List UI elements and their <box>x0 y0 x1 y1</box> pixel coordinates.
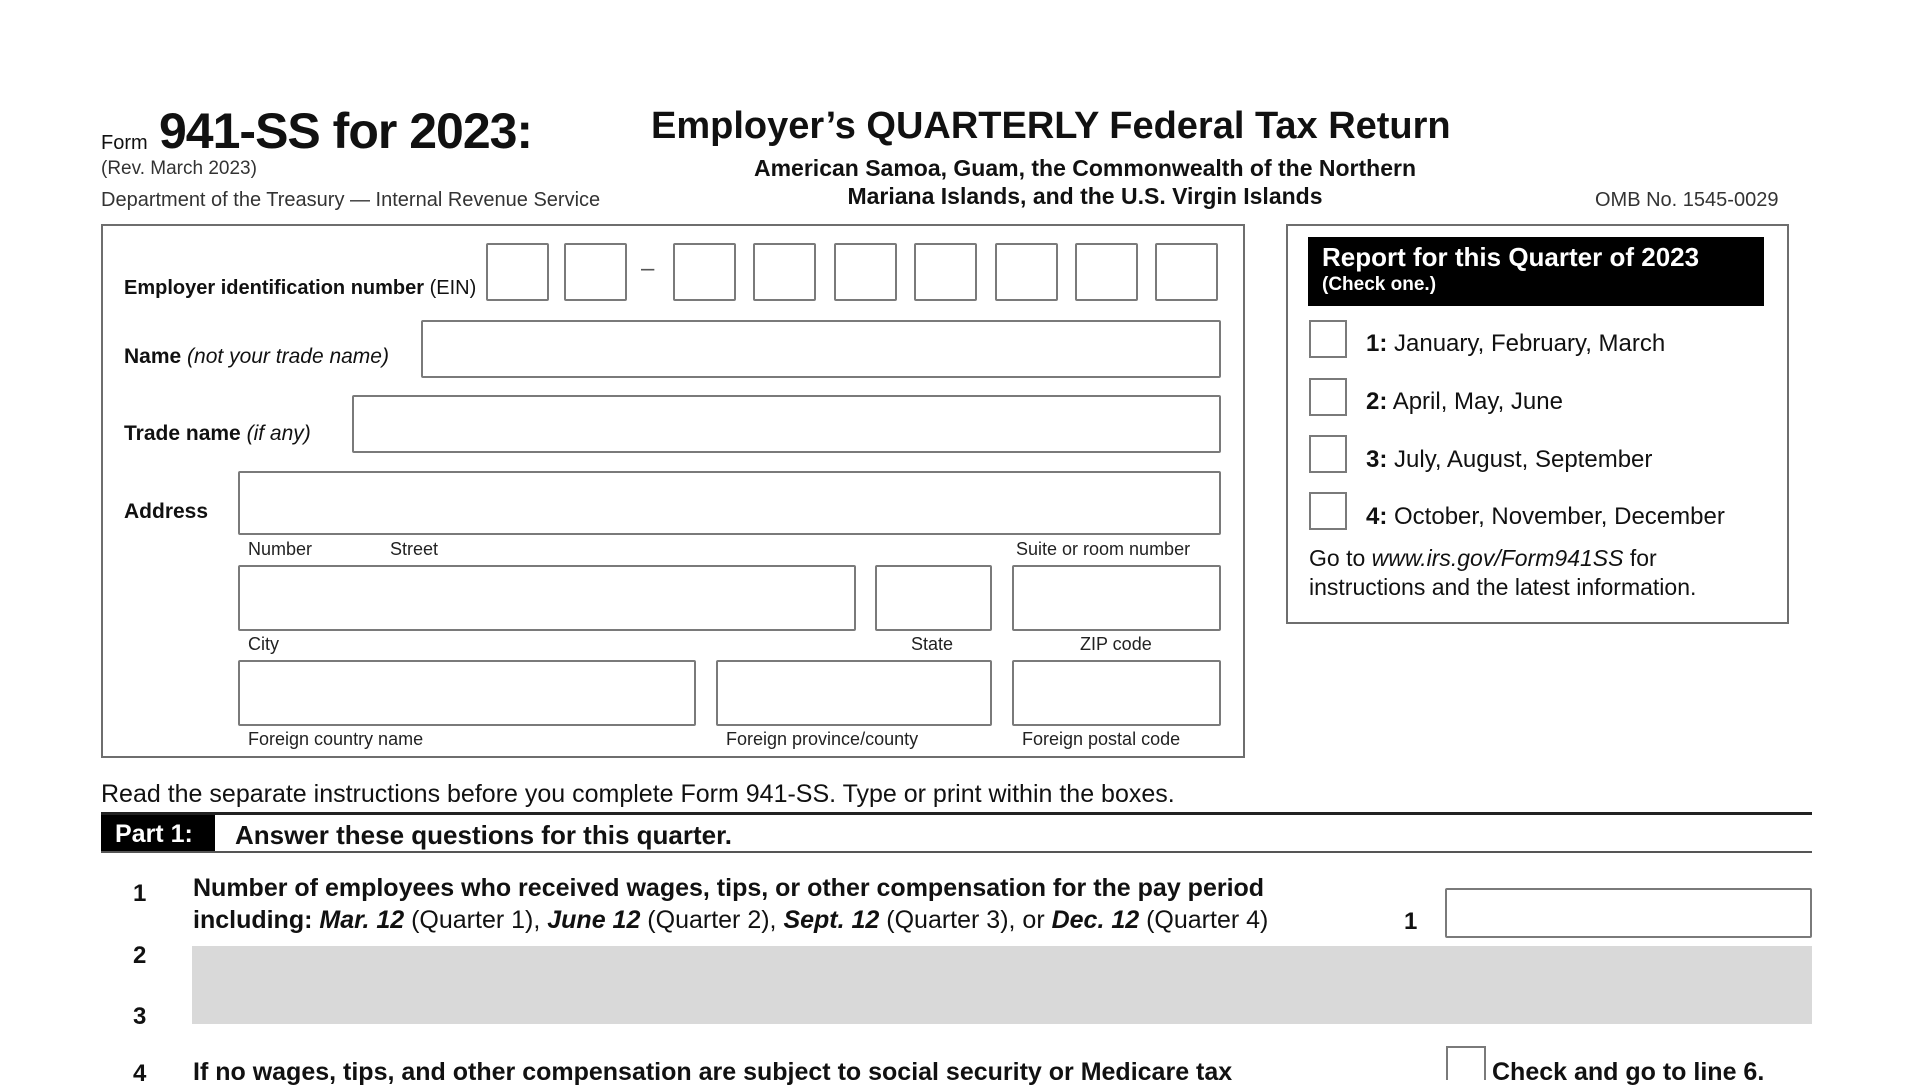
quarter-note <box>1309 544 1696 602</box>
ein-digit-4[interactable] <box>753 243 816 301</box>
caption-street: Street <box>390 539 439 559</box>
trade-name-label-note: (if any) <box>246 422 311 445</box>
ein-digit-2[interactable] <box>564 243 627 301</box>
irs-link[interactable]: www.irs.gov/Form941SS <box>1371 545 1624 571</box>
foreign-postal-code-field[interactable] <box>1012 660 1221 726</box>
l1-b7: Dec. 12 <box>1051 906 1140 934</box>
quarter-note-line1 <box>1309 544 1696 573</box>
zip-code-field[interactable] <box>1012 565 1221 631</box>
quarter-1-label <box>1366 330 1665 358</box>
line-3-number: 3 <box>133 1003 147 1030</box>
caption-foreign-postal: Foreign postal code <box>1022 729 1181 749</box>
l1-b2: (Quarter 1), <box>404 906 548 934</box>
street-address-field[interactable] <box>238 471 1221 535</box>
quarter-panel-heading <box>1308 237 1764 306</box>
form-number: 941-SS for 2023: <box>159 103 533 159</box>
foreign-country-field[interactable] <box>238 660 696 726</box>
line-2-number: 2 <box>133 942 147 969</box>
l1-b3: June 12 <box>547 906 641 934</box>
quarter-note-suffix: for <box>1623 545 1657 571</box>
part1-bottom-rule <box>101 851 1812 853</box>
part1-top-rule <box>101 812 1812 815</box>
line-1-ref: 1 <box>1404 908 1418 935</box>
line-1-text-a: Number of employees who received wages, tips, or other compensation for the pay period <box>193 874 1265 902</box>
foreign-province-field[interactable] <box>716 660 992 726</box>
quarter-note-line2: instructions and the latest information. <box>1309 574 1697 600</box>
ein-digit-3[interactable] <box>673 243 736 301</box>
ein-dash: – <box>641 255 655 282</box>
address-label: Address <box>124 500 209 523</box>
quarter-3-checkbox[interactable] <box>1309 435 1347 473</box>
state-field[interactable] <box>875 565 992 631</box>
quarter-3-num: 3: <box>1366 446 1388 473</box>
quarter-1-num: 1: <box>1366 330 1388 357</box>
quarter-4-num: 4: <box>1366 503 1388 530</box>
l1-b5: Sept. 12 <box>783 906 880 934</box>
quarter-heading-text: Report for this Quarter of 2023 <box>1322 242 1700 272</box>
quarter-subheading: (Check one.) <box>1322 274 1437 295</box>
l1-b6: (Quarter 3), or <box>879 906 1052 934</box>
quarter-1-checkbox[interactable] <box>1309 320 1347 358</box>
quarter-4-checkbox[interactable] <box>1309 492 1347 530</box>
l1-b4: (Quarter 2), <box>640 906 784 934</box>
quarter-2-num: 2: <box>1366 388 1388 415</box>
caption-foreign-country: Foreign country name <box>248 729 424 749</box>
city-field[interactable] <box>238 565 856 631</box>
line-1-text-b <box>193 904 1268 936</box>
trade-name-label-text: Trade name <box>124 422 241 445</box>
line-4-checkbox[interactable] <box>1446 1046 1486 1080</box>
ein-label <box>124 277 476 300</box>
line-1-employees-field[interactable] <box>1445 888 1812 938</box>
ein-label-text: Employer identification number <box>124 277 425 299</box>
name-label-text: Name <box>124 345 182 368</box>
instructions-text: Read the separate instructions before you complete Form 941-SS. Type or print within the boxes. <box>101 780 1175 808</box>
quarter-note-prefix: Go to <box>1309 545 1372 571</box>
line-4-number: 4 <box>133 1060 147 1087</box>
form-revision: (Rev. March 2023) <box>101 158 257 179</box>
caption-foreign-province: Foreign province/county <box>726 729 919 749</box>
name-field[interactable] <box>421 320 1221 378</box>
ein-digit-5[interactable] <box>834 243 897 301</box>
quarter-1-text: January, February, March <box>1394 330 1666 357</box>
name-label-note: (not your trade name) <box>187 345 389 368</box>
caption-state: State <box>911 634 954 654</box>
line-4-check-label: Check and go to line 6. <box>1492 1058 1765 1086</box>
form-subtitle-line2: Mariana Islands, and the U.S. Virgin Islands <box>847 183 1323 209</box>
quarter-4-label <box>1366 503 1725 531</box>
caption-zip: ZIP code <box>1080 634 1152 654</box>
line-4-text: If no wages, tips, and other compensation are subject to social security or Medicare tax <box>193 1058 1233 1086</box>
quarter-3-text: July, August, September <box>1394 446 1653 473</box>
quarter-3-label <box>1366 446 1652 474</box>
ein-abbr: (EIN) <box>429 277 477 299</box>
name-label <box>124 345 389 369</box>
ein-digit-8[interactable] <box>1075 243 1138 301</box>
trade-name-field[interactable] <box>352 395 1221 453</box>
form-word: Form <box>101 132 148 154</box>
lines-2-3-shaded-area <box>192 946 1812 1024</box>
part1-tag-text: Part 1: <box>115 820 193 848</box>
ein-digit-1[interactable] <box>486 243 549 301</box>
ein-digit-6[interactable] <box>914 243 977 301</box>
line-1-text <box>193 872 1268 936</box>
caption-suite: Suite or room number <box>1016 539 1191 559</box>
quarter-2-text: April, May, June <box>1392 388 1563 415</box>
l1-b8: (Quarter 4) <box>1139 906 1269 934</box>
l1-b1: Mar. 12 <box>319 906 405 934</box>
l1-b0: including: <box>193 906 320 934</box>
form-title: Employer’s QUARTERLY Federal Tax Return <box>651 105 1451 147</box>
department-line: Department of the Treasury — Internal Revenue Service <box>101 189 601 211</box>
caption-number: Number <box>248 539 313 559</box>
part1-title: Answer these questions for this quarter. <box>235 820 732 850</box>
quarter-2-label <box>1366 388 1563 416</box>
form-subtitle-line1: American Samoa, Guam, the Commonwealth of the Northern <box>754 155 1416 181</box>
ein-digit-7[interactable] <box>995 243 1058 301</box>
ein-digit-9[interactable] <box>1155 243 1218 301</box>
caption-city: City <box>248 634 279 654</box>
quarter-4-text: October, November, December <box>1394 503 1725 530</box>
trade-name-label <box>124 422 311 446</box>
quarter-2-checkbox[interactable] <box>1309 378 1347 416</box>
line-1-number: 1 <box>133 880 147 907</box>
omb-number: OMB No. 1545-0029 <box>1595 189 1779 211</box>
